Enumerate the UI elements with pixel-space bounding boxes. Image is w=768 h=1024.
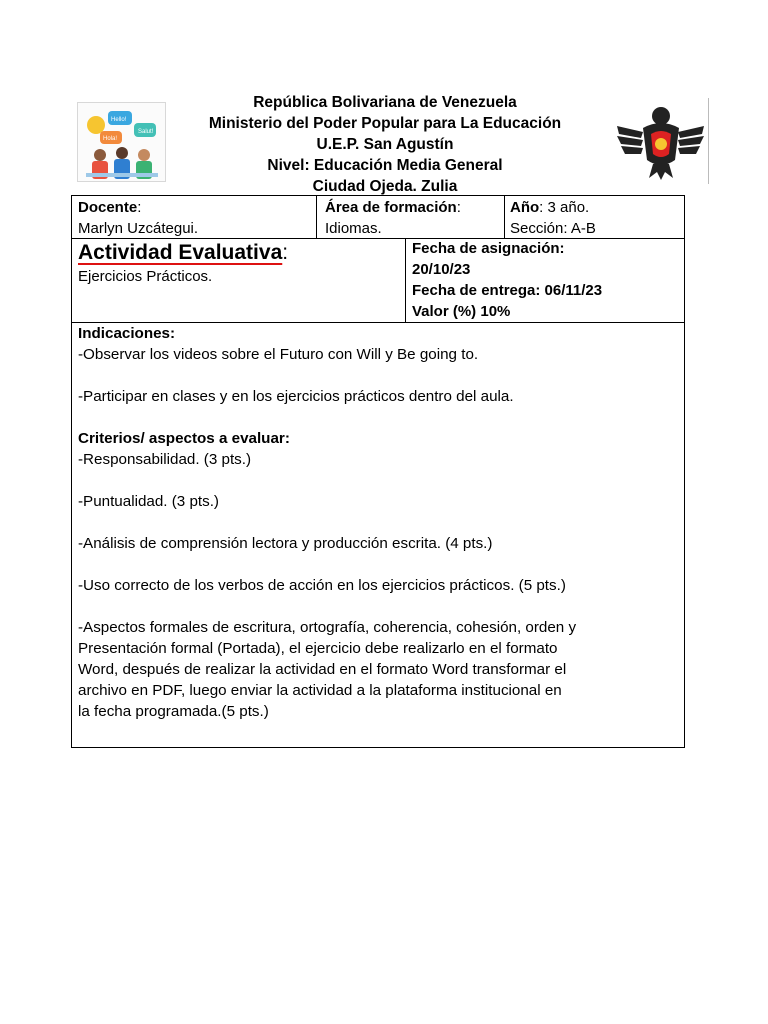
activity-table bbox=[71, 195, 685, 748]
docente-value: Marlyn Uzcátegui. bbox=[78, 220, 199, 237]
language-speech-bubbles-icon bbox=[77, 102, 166, 182]
activity-title: Actividad Evaluativa bbox=[78, 241, 283, 264]
dates-cell bbox=[412, 238, 682, 322]
criterio-final-line: la fecha programada.(5 pts.) bbox=[78, 703, 269, 720]
header-line-city: Ciudad Ojeda. Zulia bbox=[312, 178, 458, 195]
criterio-final-line: Word, después de realizar la actividad en el formato Word transformar el bbox=[78, 661, 567, 678]
svg-text:Salut!: Salut! bbox=[138, 129, 154, 135]
header-line-level: Nivel: Educación Media General bbox=[267, 157, 503, 174]
criterios-heading: Criterios/ aspectos a evaluar: bbox=[78, 430, 290, 447]
svg-text:Hello!: Hello! bbox=[111, 117, 127, 123]
criterio-item: -Análisis de comprensión lectora y producción escrita. (4 pts.) bbox=[78, 535, 493, 552]
criterio-item: -Puntualidad. (3 pts.) bbox=[78, 493, 219, 510]
area-cell: Área de formación: Idiomas. bbox=[325, 197, 503, 239]
area-label: Área de formación bbox=[325, 199, 457, 216]
docente-cell: Docente: Marlyn Uzcátegui. bbox=[78, 197, 314, 239]
anio-cell bbox=[510, 197, 680, 239]
activity-type: Ejercicios Prácticos. bbox=[78, 268, 213, 285]
fecha-entrega: Fecha de entrega: 06/11/23 bbox=[412, 282, 603, 299]
indicacion-item: -Participar en clases y en los ejercicios prácticos dentro del aula. bbox=[78, 388, 514, 405]
instructions-cell bbox=[78, 323, 680, 722]
criterio-final-line: archivo en PDF, luego enviar la actividad a la plataforma institucional en bbox=[78, 682, 562, 699]
institution-header bbox=[160, 92, 610, 197]
fecha-asignacion-value: 20/10/23 bbox=[412, 261, 471, 278]
docente-label: Docente bbox=[78, 199, 138, 216]
valor: Valor (%) 10% bbox=[412, 303, 511, 320]
indicacion-item: -Observar los videos sobre el Futuro con Will y Be going to. bbox=[78, 346, 479, 363]
school-eagle-emblem-icon bbox=[613, 98, 709, 184]
header-line-school: U.E.P. San Agustín bbox=[316, 136, 454, 153]
anio-value: : 3 año. bbox=[539, 199, 590, 216]
criterio-item: -Responsabilidad. (3 pts.) bbox=[78, 451, 252, 468]
fecha-asignacion-label: Fecha de asignación: bbox=[412, 240, 565, 257]
header-line-republic: República Bolivariana de Venezuela bbox=[253, 94, 517, 111]
activity-cell: Actividad Evaluativa: Ejercicios Prácticos. bbox=[78, 240, 398, 287]
anio-label: Año bbox=[510, 199, 540, 216]
seccion-value: Sección: A-B bbox=[510, 220, 596, 237]
indicaciones-heading: Indicaciones: bbox=[78, 325, 176, 342]
header-line-ministry: Ministerio del Poder Popular para La Educación bbox=[208, 115, 562, 132]
svg-text:Hola!: Hola! bbox=[103, 136, 118, 142]
area-value: Idiomas. bbox=[325, 220, 382, 237]
criterio-item: -Uso correcto de los verbos de acción en los ejercicios prácticos. (5 pts.) bbox=[78, 577, 566, 594]
criterio-final-line: -Aspectos formales de escritura, ortografía, coherencia, cohesión, orden y bbox=[78, 619, 577, 636]
criterio-final-line: Presentación formal (Portada), el ejercicio debe realizarlo en el formato bbox=[78, 640, 558, 657]
